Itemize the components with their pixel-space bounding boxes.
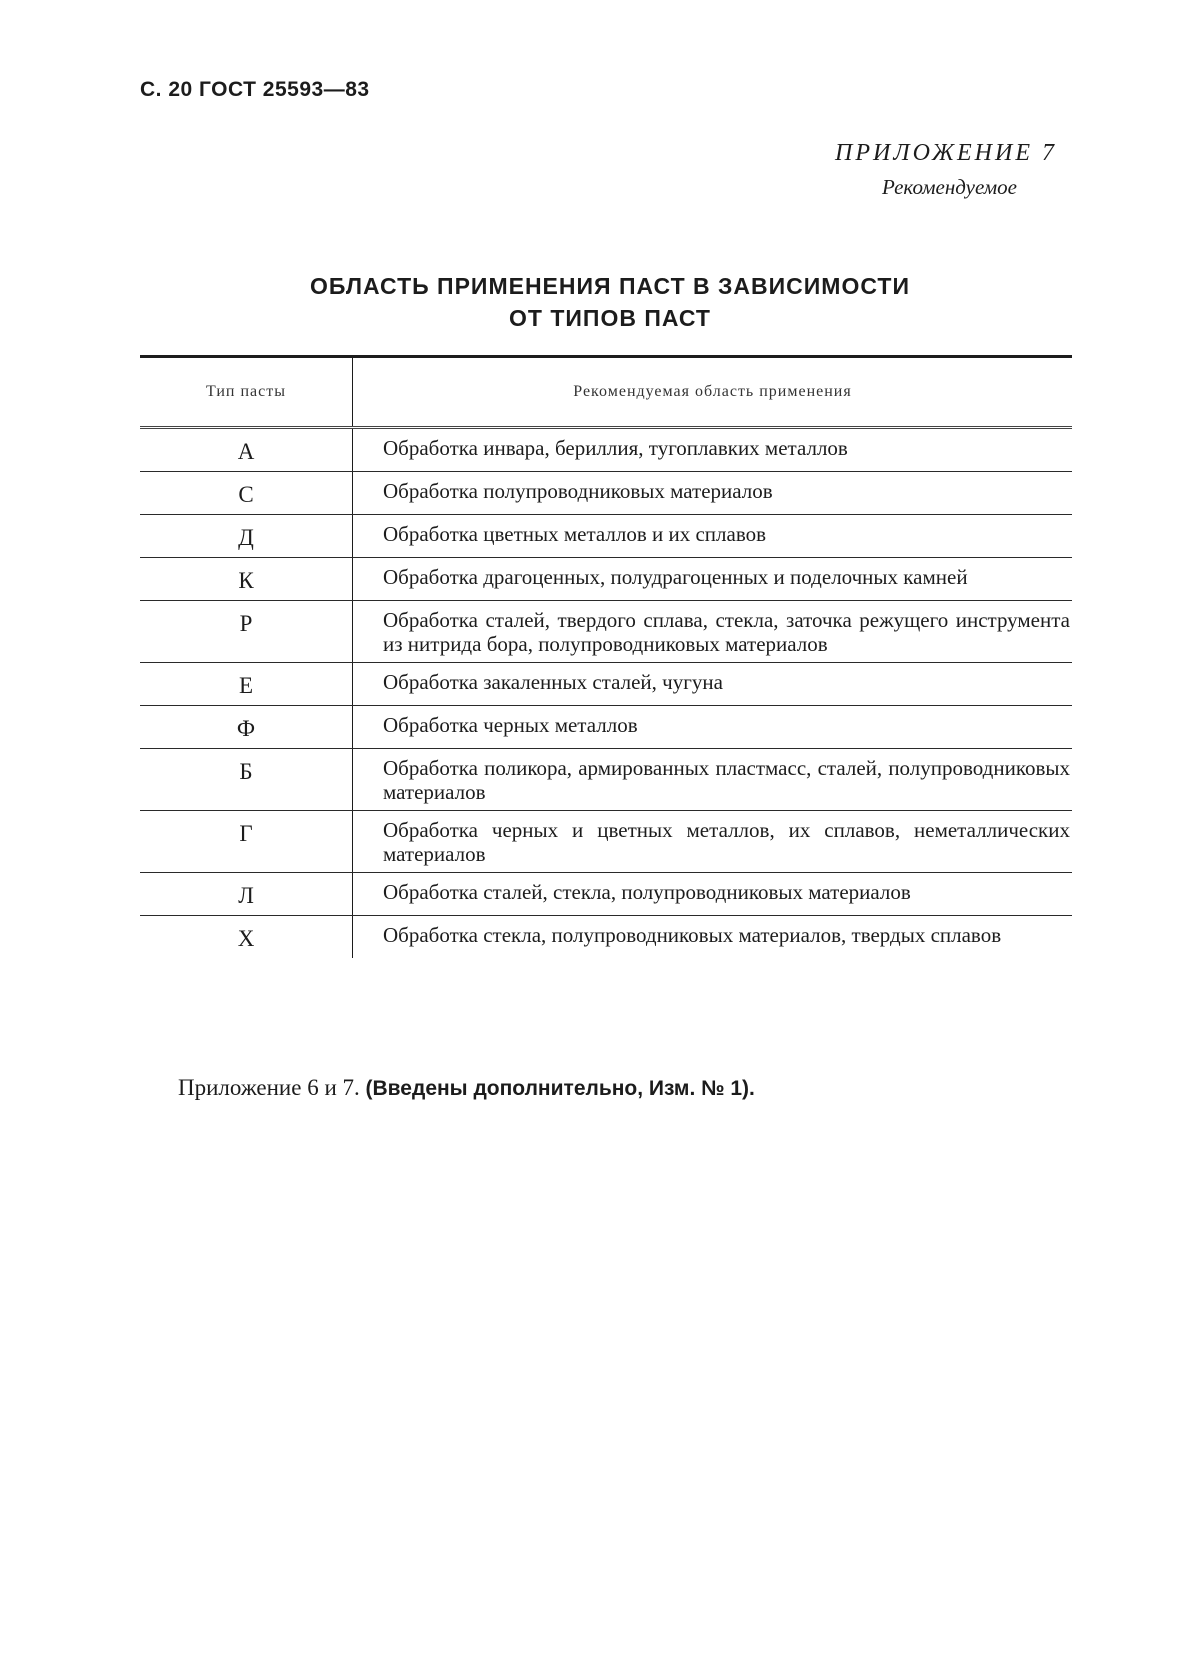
application-cell: Обработка поликора, армированных пластмасс, сталей, полупроводниковых материалов: [353, 749, 1073, 811]
application-cell: Обработка черных и цветных металлов, их сплавов, неметаллических материалов: [353, 811, 1073, 873]
application-cell: Обработка закаленных сталей, чугуна: [353, 663, 1073, 706]
paste-type-cell: Л: [140, 873, 353, 916]
application-cell: Обработка сталей, стекла, полупроводниковых материалов: [353, 873, 1073, 916]
title-line-2: ОТ ТИПОВ ПАСТ: [509, 305, 711, 331]
application-cell: Обработка инвара, бериллия, тугоплавких металлов: [353, 428, 1073, 472]
paste-type-cell: Р: [140, 601, 353, 663]
application-cell: Обработка сталей, твердого сплава, стекла, заточка режущего инструмента из нитрида бора, полупроводниковых материалов: [353, 601, 1073, 663]
appendix-subtitle: Рекомендуемое: [882, 175, 1017, 199]
appendix-title: ПРИЛОЖЕНИЕ 7: [835, 140, 1057, 166]
table-header-row: [140, 357, 1072, 428]
table-row: [140, 663, 1072, 706]
table-row: [140, 472, 1072, 515]
title-line-1: ОБЛАСТЬ ПРИМЕНЕНИЯ ПАСТ В ЗАВИСИМОСТИ: [310, 273, 910, 299]
document-title: [140, 270, 1080, 334]
table-row: [140, 811, 1072, 873]
paste-application-table: [140, 355, 1072, 958]
paste-type-cell: Д: [140, 515, 353, 558]
amendment-note: [178, 1075, 755, 1101]
paste-type-cell: Е: [140, 663, 353, 706]
application-cell: Обработка цветных металлов и их сплавов: [353, 515, 1073, 558]
table-row: [140, 706, 1072, 749]
appendix-label: [835, 140, 1057, 200]
application-cell: Обработка черных металлов: [353, 706, 1073, 749]
paste-type-cell: Ф: [140, 706, 353, 749]
page-header: С. 20 ГОСТ 25593—83: [140, 78, 370, 101]
table-row: [140, 749, 1072, 811]
table-row: [140, 428, 1072, 472]
paste-type-cell: А: [140, 428, 353, 472]
application-cell: Обработка стекла, полупроводниковых материалов, твердых сплавов: [353, 916, 1073, 959]
table-row: [140, 873, 1072, 916]
note-amendment: (Введены дополнительно, Изм. № 1).: [365, 1077, 755, 1100]
application-cell: Обработка полупроводниковых материалов: [353, 472, 1073, 515]
note-prefix: Приложение 6 и 7.: [178, 1075, 360, 1100]
table-row: [140, 916, 1072, 959]
column-header-type: Тип пасты: [140, 357, 353, 428]
paste-type-cell: Х: [237, 926, 255, 951]
paste-type-cell: К: [140, 558, 353, 601]
paste-type-cell: С: [140, 472, 353, 515]
table-row: [140, 558, 1072, 601]
table-row: [140, 601, 1072, 663]
paste-type-cell: Б: [140, 749, 353, 811]
application-cell: Обработка драгоценных, полудрагоценных и поделочных камней: [353, 558, 1073, 601]
table-row: [140, 515, 1072, 558]
paste-type-cell: Г: [140, 811, 353, 873]
column-header-application: Рекомендуемая область применения: [353, 357, 1073, 428]
